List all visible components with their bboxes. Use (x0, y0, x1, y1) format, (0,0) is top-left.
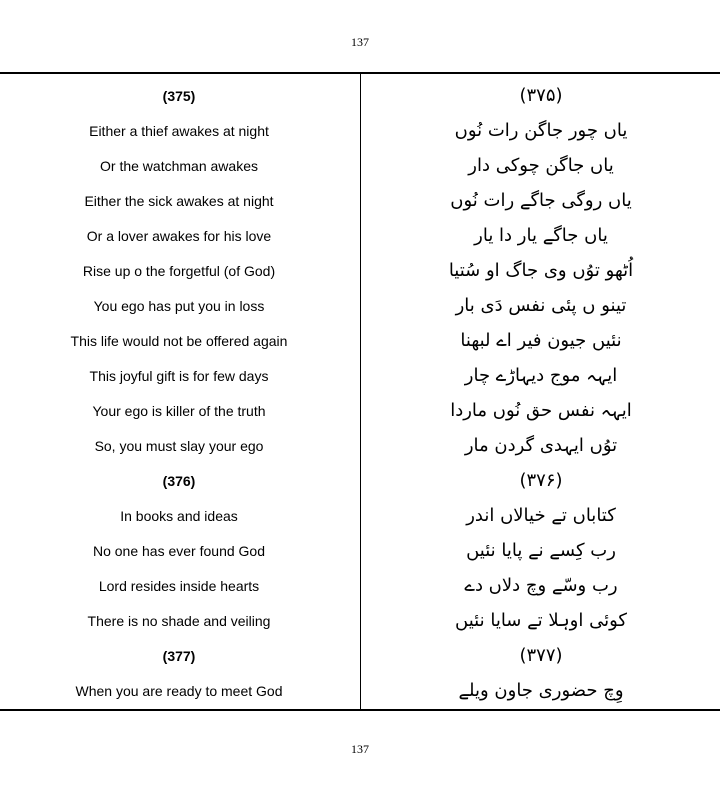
bottom-rule (0, 709, 720, 711)
english-line: When you are ready to meet God (75, 682, 283, 699)
verse-number: (376) (162, 472, 196, 489)
punjabi-column (362, 78, 720, 708)
english-line: Either a thief awakes at night (89, 122, 269, 139)
punjabi-line: (۳۷۵) (519, 85, 563, 106)
punjabi-line: وِچ حضوری جاون ویلے (458, 680, 624, 701)
punjabi-line: یاں جاگن چوکی دار (468, 155, 614, 176)
punjabi-line: رب وسّے وچ دلاں دے (464, 575, 618, 596)
punjabi-line: نئیں جیون فیر اے لبھنا (460, 330, 622, 351)
punjabi-line: کتاباں تے خیالاں اندر (466, 505, 616, 526)
punjabi-line: کوئی اوہلا تے سایا نئیں (455, 610, 627, 631)
punjabi-line: تینو ں پئی نفس دَی بار (455, 295, 627, 316)
column-divider (360, 72, 362, 710)
english-line: Rise up o the forgetful (of God) (82, 262, 276, 279)
english-line: Or a lover awakes for his love (86, 227, 272, 244)
punjabi-line: یاں چور جاگن رات نُوں (454, 120, 628, 141)
english-line: Lord resides inside hearts (98, 577, 260, 594)
english-line: You ego has put you in loss (93, 297, 265, 314)
punjabi-line: (۳۷۶) (519, 470, 563, 491)
english-line: In books and ideas (120, 507, 238, 524)
page-number-bottom: 137 (351, 742, 369, 756)
english-line: Either the sick awakes at night (84, 192, 274, 209)
english-line: This joyful gift is for few days (89, 367, 269, 384)
english-column (0, 78, 358, 708)
verse-number: (377) (162, 647, 196, 664)
page-number-top: 137 (351, 35, 369, 49)
punjabi-line: ایہہ موج دیہاڑے چار (464, 365, 618, 386)
english-line: No one has ever found God (92, 542, 265, 559)
punjabi-line: اُٹھو توُں وی جاگ او سُتیا (448, 260, 634, 281)
punjabi-line: رب کِسے نے پایا نئیں (466, 540, 616, 561)
verse-number: (375) (162, 87, 196, 104)
punjabi-line: (۳۷۷) (519, 645, 563, 666)
english-line: There is no shade and veiling (87, 612, 271, 629)
punjabi-line: یاں جاگے یار دا یار (474, 225, 608, 246)
punjabi-line: توُں ایہدی گردن مار (464, 435, 618, 456)
punjabi-line: ایہہ نفس حق نُوں ماردا (450, 400, 632, 421)
english-line: Or the watchman awakes (100, 157, 258, 174)
english-line: This life would not be offered again (70, 332, 288, 349)
english-line: Your ego is killer of the truth (92, 402, 266, 419)
punjabi-line: یاں روگی جاگے رات نُوں (450, 190, 632, 211)
english-line: So, you must slay your ego (94, 437, 264, 454)
